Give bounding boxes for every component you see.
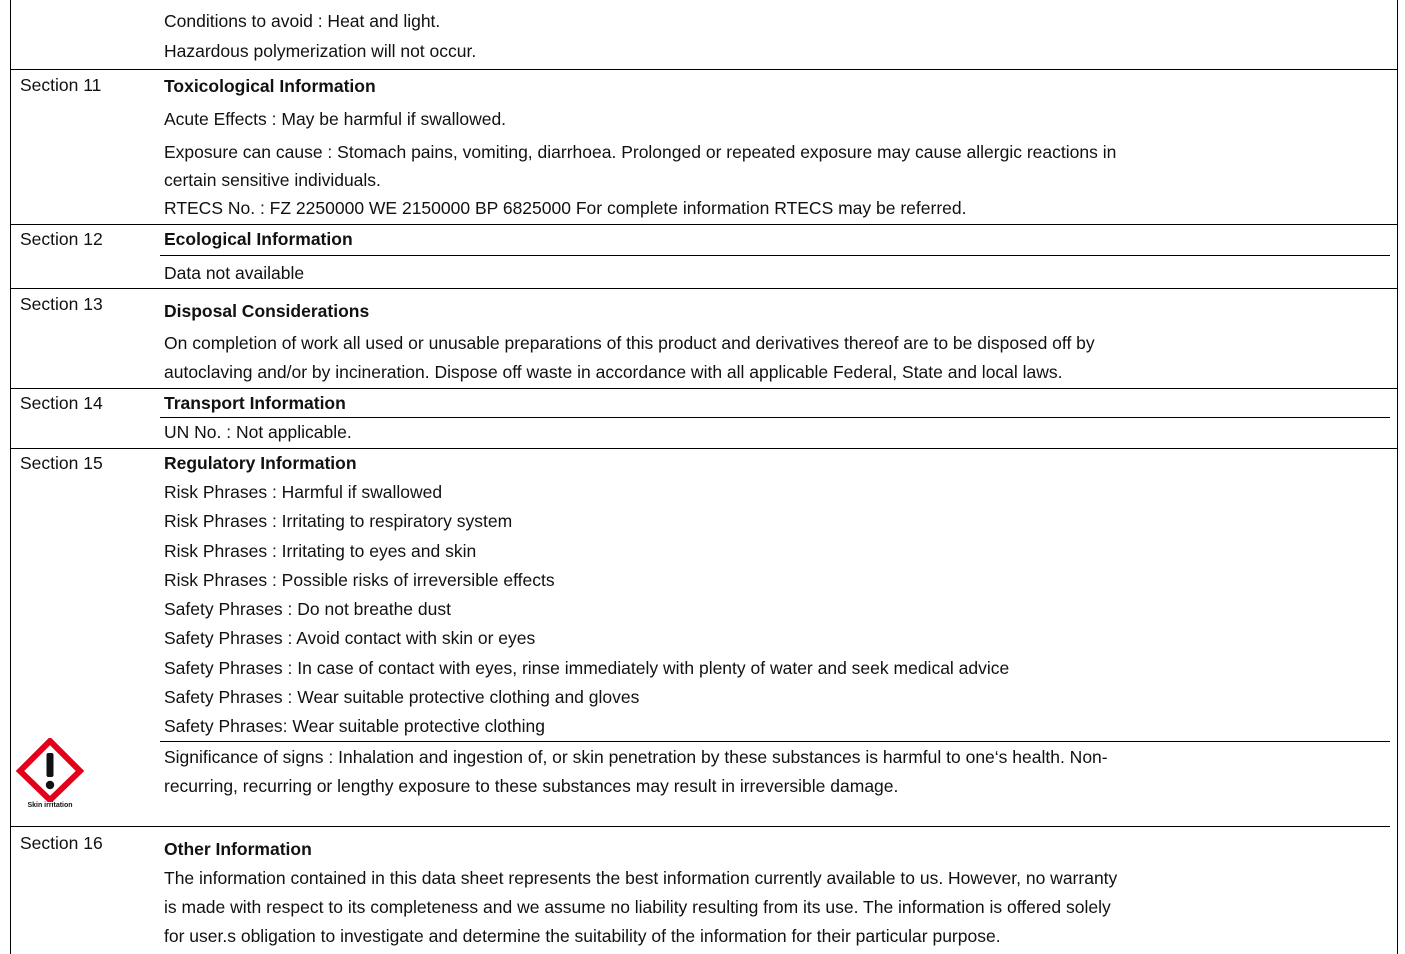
- divider: [10, 288, 1398, 289]
- significance-line-1: Significance of signs : Inhalation and ingestion of, or skin penetration by these substances is harmful to one‘s health. Non-: [164, 747, 1108, 767]
- other-info-line-1: The information contained in this data sheet represents the best information currently available to us. However, no warranty: [164, 868, 1118, 888]
- risk-phrase: Risk Phrases : Possible risks of irreversible effects: [164, 570, 555, 590]
- rtecs-number: RTECS No. : FZ 2250000 WE 2150000 BP 6825000 For complete information RTECS may be referred.: [164, 198, 967, 218]
- safety-phrase: Safety Phrases : Wear suitable protective clothing and gloves: [164, 687, 640, 707]
- sub-divider: [160, 255, 1390, 256]
- left-border: [10, 0, 11, 954]
- risk-phrase: Risk Phrases : Irritating to respiratory system: [164, 511, 513, 531]
- hazard-pictogram: [16, 738, 84, 818]
- section-15-title: Regulatory Information: [164, 453, 357, 473]
- section-16-label: Section 16: [20, 833, 103, 853]
- polymerization-note: Hazardous polymerization will not occur.: [164, 41, 477, 61]
- disposal-line-1: On completion of work all used or unusable preparations of this product and derivatives thereof are to be disposed off by: [164, 333, 1095, 353]
- ecological-data: Data not available: [164, 263, 305, 283]
- significance-line-2: recurring, recurring or lengthy exposure to these substances may result in irreversible damage.: [164, 776, 899, 796]
- conditions-to-avoid: Conditions to avoid : Heat and light.: [164, 11, 441, 31]
- risk-phrase: Risk Phrases : Harmful if swallowed: [164, 482, 443, 502]
- section-13-label: Section 13: [20, 294, 103, 314]
- section-16-title: Other Information: [164, 839, 312, 859]
- section-14-title: Transport Information: [164, 393, 346, 413]
- risk-phrase: Risk Phrases : Irritating to eyes and skin: [164, 541, 477, 561]
- exposure-line-1: Exposure can cause : Stomach pains, vomiting, diarrhoea. Prolonged or repeated exposure may cause allergic reactions in: [164, 142, 1117, 162]
- section-15-label: Section 15: [20, 453, 103, 473]
- sub-divider: [160, 741, 1390, 742]
- other-info-line-2: is made with respect to its completeness and we assume no liability resulting from its use. The information is offered solely: [164, 897, 1111, 917]
- acute-effects: Acute Effects : May be harmful if swallowed.: [164, 109, 507, 129]
- exclamation-hazard-icon: [16, 738, 84, 802]
- safety-phrase: Safety Phrases : In case of contact with eyes, rinse immediately with plenty of water and seek medical advice: [164, 658, 1010, 678]
- safety-phrase: Safety Phrases : Avoid contact with skin or eyes: [164, 628, 536, 648]
- sub-divider: [160, 417, 1390, 418]
- divider: [10, 826, 1390, 827]
- divider: [10, 224, 1398, 225]
- safety-phrase: Safety Phrases : Do not breathe dust: [164, 599, 451, 619]
- divider: [10, 388, 1398, 389]
- section-12-label: Section 12: [20, 229, 103, 249]
- section-12-title: Ecological Information: [164, 229, 353, 249]
- section-11-title: Toxicological Information: [164, 76, 376, 96]
- disposal-line-2: autoclaving and/or by incineration. Dispose off waste in accordance with all applicable Federal, State and local laws.: [164, 362, 1063, 382]
- safety-phrase: Safety Phrases: Wear suitable protective clothing: [164, 716, 545, 736]
- un-number: UN No. : Not applicable.: [164, 422, 352, 442]
- divider: [10, 448, 1398, 449]
- exposure-line-2: certain sensitive individuals.: [164, 170, 381, 190]
- right-border: [1397, 0, 1398, 954]
- section-14-label: Section 14: [20, 393, 103, 413]
- pictogram-caption: Skin irritation: [27, 802, 73, 809]
- other-info-line-3: for user.s obligation to investigate and determine the suitability of the information for their particular purpose.: [164, 926, 1001, 946]
- section-13-title: Disposal Considerations: [164, 301, 370, 321]
- section-11-label: Section 11: [20, 75, 102, 95]
- divider: [10, 69, 1398, 70]
